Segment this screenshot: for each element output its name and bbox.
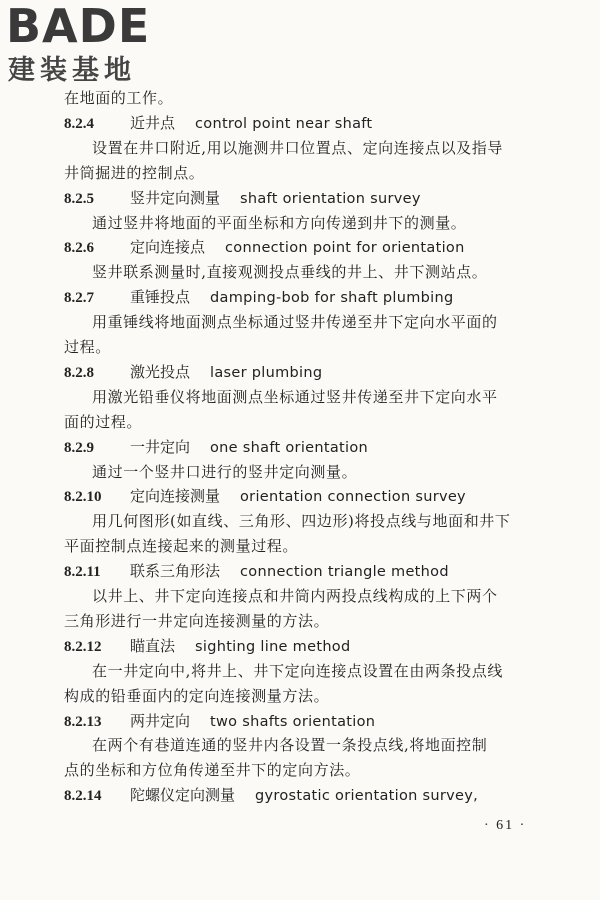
- term-number: 8.2.6: [64, 240, 94, 257]
- logo-brand: BADE: [6, 0, 151, 53]
- term-english: control point near shaft: [195, 115, 373, 132]
- term-english: laser plumbing: [210, 364, 323, 381]
- term-entry: [64, 360, 322, 384]
- definition-line: 井筒掘进的控制点。: [64, 163, 205, 182]
- term-english: gyrostatic orientation survey,: [255, 788, 479, 805]
- definition-line: 三角形进行一井定向连接测量的方法。: [64, 611, 330, 630]
- definition-line: 构成的铅垂面内的定向连接测量方法。: [64, 686, 330, 705]
- term-number: 8.2.9: [64, 439, 94, 456]
- term-english: connection point for orientation: [225, 240, 465, 257]
- term-number: 8.2.5: [64, 190, 94, 207]
- term-english: two shafts orientation: [210, 713, 376, 730]
- term-english: orientation connection survey: [240, 489, 466, 506]
- term-entry: [64, 559, 449, 583]
- term-chinese: 激光投点: [130, 362, 191, 381]
- term-chinese: 近井点: [130, 113, 176, 132]
- term-english: damping-bob for shaft plumbing: [210, 290, 454, 307]
- definition-line: 面的过程。: [64, 412, 143, 431]
- term-chinese: 联系三角形法: [130, 562, 221, 581]
- term-entry: [64, 186, 421, 210]
- term-entry: [64, 435, 368, 459]
- term-number: 8.2.13: [64, 713, 102, 730]
- term-number: 8.2.7: [64, 290, 94, 307]
- term-chinese: 定向连接测量: [130, 487, 221, 506]
- definition-line: 以井上、井下定向连接点和井筒内两投点线构成的上下两个: [92, 587, 498, 605]
- definition-line: 点的坐标和方位角传递至井下的定向方法。: [64, 761, 361, 780]
- term-chinese: 重锤投点: [130, 288, 191, 307]
- term-number: 8.2.11: [64, 564, 101, 581]
- term-number: 8.2.12: [64, 638, 102, 655]
- term-chinese: 竖井定向测量: [130, 188, 221, 207]
- term-number: 8.2.4: [64, 115, 94, 132]
- logo-subtitle: 建装基地: [8, 55, 136, 86]
- term-entry: [64, 484, 466, 508]
- definition-line: 用重锤线将地面测点坐标通过竖井传递至井下定向水平面的: [92, 313, 498, 332]
- term-chinese: 瞄直法: [130, 636, 176, 655]
- definition-line: 过程。: [64, 338, 111, 356]
- definition-line: 在一井定向中,将井上、井下定向连接点设置在由两条投点线: [92, 661, 503, 680]
- term-entry: [64, 634, 350, 658]
- term-chinese: 一井定向: [130, 437, 191, 456]
- definition-line: 在地面的工作。: [64, 89, 174, 107]
- definition-line: 通过竖井将地面的平面坐标和方向传递到井下的测量。: [92, 213, 467, 232]
- definition-line: 平面控制点连接起来的测量过程。: [64, 537, 299, 556]
- definition-line: 通过一个竖井口进行的竖井定向测量。: [92, 462, 358, 481]
- term-entry: [64, 111, 372, 135]
- publisher-logo: [6, 2, 181, 92]
- term-entry: [64, 783, 478, 807]
- definition-line: 在两个有巷道连通的竖井内各设置一条投点线,将地面控制: [92, 736, 488, 755]
- definition-line: 用激光铅垂仪将地面测点坐标通过竖井传递至井下定向水平: [92, 387, 498, 406]
- term-entry: [64, 235, 465, 259]
- term-entry: [64, 709, 375, 733]
- term-chinese: 定向连接点: [130, 238, 206, 257]
- term-number: 8.2.10: [64, 489, 102, 506]
- term-chinese: 两井定向: [130, 711, 191, 730]
- term-chinese: 陀螺仪定向测量: [130, 786, 236, 805]
- definition-line: 竖井联系测量时,直接观测投点垂线的井上、井下测站点。: [92, 263, 488, 282]
- term-number: 8.2.14: [64, 788, 102, 805]
- term-english: connection triangle method: [240, 564, 449, 581]
- term-english: one shaft orientation: [210, 439, 368, 456]
- term-english: sighting line method: [195, 638, 351, 655]
- term-number: 8.2.8: [64, 364, 94, 381]
- definition-line: 设置在井口附近,用以施测井口位置点、定向连接点以及指导: [92, 138, 503, 157]
- page-number: · 61 ·: [484, 818, 527, 833]
- definition-line: 用几何图形(如直线、三角形、四边形)将投点线与地面和井下: [92, 512, 511, 531]
- term-english: shaft orientation survey: [240, 190, 421, 207]
- term-entry: [64, 285, 453, 309]
